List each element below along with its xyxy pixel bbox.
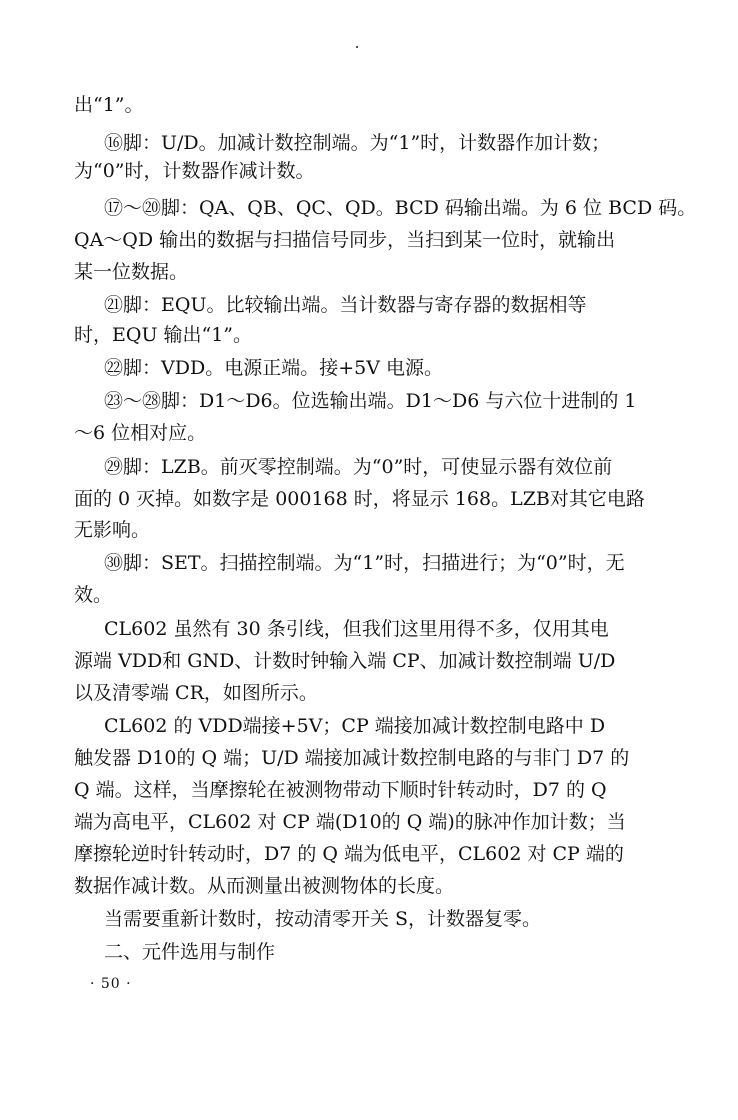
text-line: 数据作减计数。从而测量出被测物体的长度。: [74, 875, 455, 897]
text-line: QA～QD 输出的数据与扫描信号同步，当扫到某一位时，就输出: [74, 229, 616, 251]
text-line: Q 端。这样，当摩擦轮在被测物带动下顺时针转动时，D7 的 Q: [74, 779, 607, 801]
text-line: ㉑脚：EQU。比较输出端。当计数器与寄存器的数据相等: [104, 294, 587, 316]
text-line: 源端 VDD和 GND、计数时钟输入端 CP、加减计数控制端 U/D: [74, 650, 616, 672]
text-line: ㉙脚：LZB。前灭零控制端。为“0”时，可使显示器有效位前: [104, 456, 613, 478]
text-line: 无影响。: [74, 519, 151, 541]
text-line: 效。: [74, 584, 113, 606]
text-line: ㉒脚：VDD。电源正端。接+5V 电源。: [104, 357, 443, 379]
text-line: CL602 的 VDD端接+5V；CP 端接加减计数控制电路中 D: [104, 715, 606, 737]
text-line: ㉚脚：SET。扫描控制端。为“1”时，扫描进行；为“0”时，无: [104, 552, 625, 574]
section-heading: 二、元件选用与制作: [104, 941, 276, 963]
text-line: ㉓～㉘脚：D1～D6。位选输出端。D1～D6 与六位十进制的 1: [104, 390, 637, 412]
text-line: ⑰～⑳脚：QA、QB、QC、QD。BCD 码输出端。为 6 位 BCD 码。: [104, 197, 697, 219]
text-line: ～6 位相对应。: [74, 422, 207, 444]
page-number: · 50 ·: [90, 976, 132, 992]
text-line: 以及清零端 CR，如图所示。: [74, 682, 318, 704]
text-line: ⑯脚：U/D。加减计数控制端。为“1”时，计数器作加计数；: [104, 132, 611, 154]
text-line: 触发器 D10的 Q 端；U/D 端接加减计数控制电路的与非门 D7 的: [74, 747, 630, 769]
scan-speck: [356, 46, 358, 48]
text-line: CL602 虽然有 30 条引线，但我们这里用得不多，仅用其电: [104, 618, 609, 640]
text-line: 端为高电平，CL602 对 CP 端(D10的 Q 端)的脉冲作加计数；当: [74, 811, 626, 833]
text-line: 出“1”。: [74, 94, 144, 116]
text-line: 为“0”时，计数器作减计数。: [74, 160, 315, 182]
text-line: 摩擦轮逆时针转动时，D7 的 Q 端为低电平，CL602 对 CP 端的: [74, 843, 624, 865]
text-line: 时，EQU 输出“1”。: [74, 324, 253, 346]
text-line: 当需要重新计数时，按动清零开关 S，计数器复零。: [104, 908, 542, 930]
text-line: 某一位数据。: [74, 261, 189, 283]
text-line: 面的 0 灭掉。如数字是 000168 时，将显示 168。LZB对其它电路: [74, 488, 645, 510]
